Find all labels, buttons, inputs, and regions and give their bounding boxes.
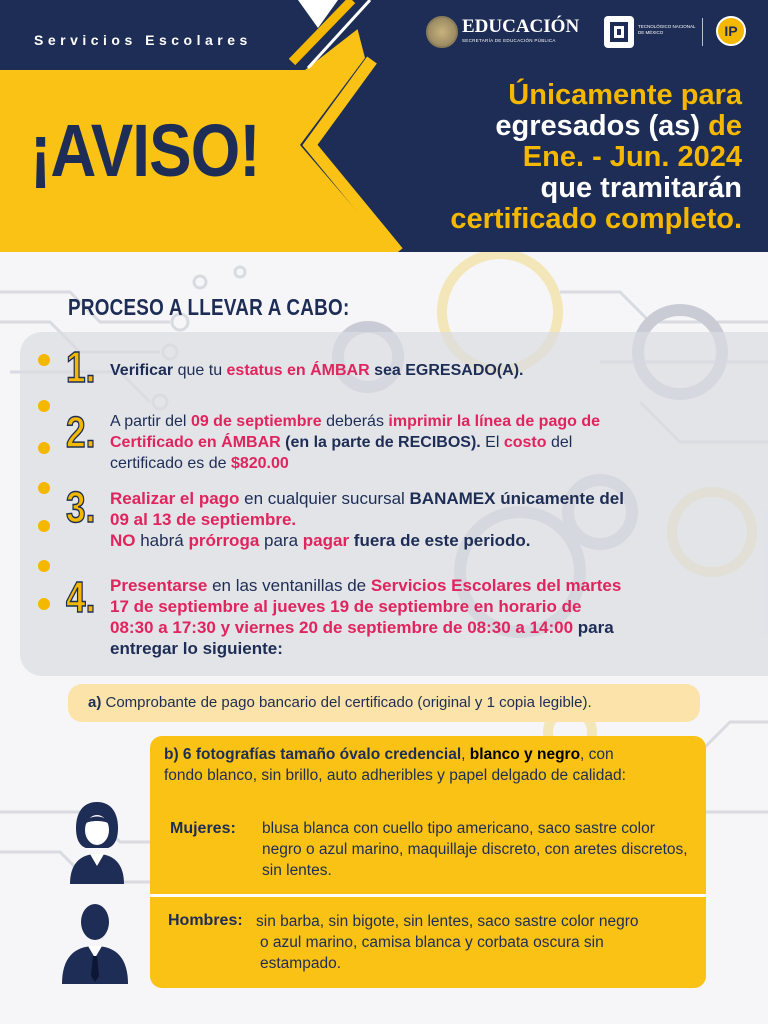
text-segment: imprimir la línea de pago de	[388, 413, 600, 430]
step-number: 1.	[66, 343, 96, 392]
bullet-dot	[38, 560, 50, 572]
text-segment: del	[546, 434, 573, 451]
men-description: sin barba, sin bigote, sin lentes, saco sastre color negro	[256, 913, 639, 930]
sep-logo-text: EDUCACIÓN	[462, 16, 580, 37]
text-segment: ,	[461, 746, 470, 763]
box-divider	[150, 894, 706, 897]
text-segment: egresados (as)	[495, 110, 709, 142]
text-line	[382, 142, 742, 173]
text-line	[382, 173, 742, 204]
text-line	[110, 530, 700, 551]
step-text	[110, 575, 700, 659]
process-title: PROCESO A LLEVAR A CABO:	[68, 294, 350, 320]
step-number: 3.	[66, 483, 96, 532]
text-segment: en las ventanillas de	[207, 576, 371, 595]
step-number: 4.	[66, 573, 96, 622]
text-segment: 09 de septiembre	[190, 413, 322, 430]
tecnm-logo-icon	[604, 16, 634, 48]
text-segment: (en la parte de RECIBOS).	[280, 434, 481, 451]
text-line	[110, 575, 700, 596]
headline	[382, 80, 742, 235]
logo-divider	[702, 18, 703, 46]
bullet-dot	[38, 520, 50, 532]
text-segment: Ene. - Jun. 2024	[522, 141, 742, 173]
men-description-continued: o azul marino, camisa blanca y corbata oscura sin estampado.	[260, 934, 604, 972]
text-segment: Presentarse	[110, 576, 208, 595]
step-number: 2.	[66, 408, 96, 457]
requirement-a-letter: a)	[88, 694, 102, 711]
text-segment: Verificar	[110, 362, 174, 379]
text-line	[110, 509, 700, 530]
text-segment: 08:30 a 17:30 y viernes 20 de septiembre de 08:30 a 14:00	[110, 618, 574, 637]
text-segment: de	[708, 110, 742, 142]
text-line	[382, 111, 742, 142]
text-segment: sea EGRESADO(A).	[369, 362, 524, 379]
text-segment: costo	[503, 434, 547, 451]
text-line	[382, 204, 742, 235]
text-segment: para	[259, 531, 303, 550]
requirement-a-text: Comprobante de pago bancario del certificado (original y 1 copia legible).	[101, 694, 592, 711]
step-text	[110, 411, 700, 474]
text-line	[110, 596, 700, 617]
woman-icon	[66, 800, 128, 884]
women-description: blusa blanca con cuello tipo americano, saco sastre color negro o azul marino, maquillaje discreto, con aretes discretos, sin lentes.	[262, 820, 688, 879]
text-line	[164, 744, 699, 765]
man-icon	[58, 898, 132, 984]
text-line	[110, 453, 700, 474]
bullet-dot	[38, 442, 50, 454]
text-line	[110, 411, 700, 432]
text-segment: El	[480, 434, 504, 451]
campus-logo-icon: IP	[716, 16, 746, 46]
text-segment: Únicamente para	[508, 79, 742, 111]
text-line	[110, 617, 700, 638]
text-segment: para	[573, 618, 614, 637]
text-segment: , con	[580, 746, 614, 763]
text-segment: 17 de septiembre al jueves 19 de septiembre en horario de	[110, 597, 582, 616]
text-line	[382, 80, 742, 111]
text-segment: BANAMEX únicamente del	[409, 489, 624, 508]
text-segment: fondo blanco, sin brillo, auto adheribles y papel delgado de calidad:	[164, 767, 626, 784]
text-segment: en cualquier sucursal	[239, 489, 410, 508]
text-segment: certificado es de	[110, 455, 231, 472]
text-segment: blanco y negro	[469, 746, 581, 763]
text-segment: estatus en ÁMBAR	[226, 362, 370, 379]
text-line	[110, 488, 700, 509]
women-label: Mujeres:	[170, 820, 236, 837]
office-name: Servicios Escolares	[34, 32, 252, 48]
text-segment: 09 al 13 de septiembre.	[110, 510, 297, 529]
bullet-dot	[38, 400, 50, 412]
text-segment: entregar lo siguiente:	[110, 639, 283, 658]
sep-seal-icon	[426, 16, 458, 48]
text-segment: Certificado en ÁMBAR	[110, 434, 281, 451]
requirement-a	[68, 684, 700, 722]
text-segment: certificado completo.	[450, 203, 742, 235]
requirement-b-box	[150, 736, 706, 988]
text-line	[110, 432, 700, 453]
text-segment: habrá	[135, 531, 189, 550]
aviso-title: ¡AVISO!	[30, 109, 260, 192]
text-segment: Servicios Escolares del martes	[370, 576, 622, 595]
text-segment: NO	[110, 531, 136, 550]
bullet-dot	[38, 354, 50, 366]
step-text	[110, 360, 700, 381]
text-segment: que tu	[173, 362, 227, 379]
logo-bar	[420, 14, 760, 50]
bullet-dot	[38, 482, 50, 494]
text-line	[110, 638, 700, 659]
text-segment: b) 6 fotografías tamaño óvalo credencial	[164, 746, 462, 763]
text-segment: fuera de este periodo.	[349, 531, 531, 550]
step-text	[110, 488, 700, 551]
text-segment: A partir del	[110, 413, 191, 430]
text-segment: deberás	[321, 413, 389, 430]
requirement-b-intro	[164, 744, 699, 786]
men-label: Hombres:	[168, 912, 243, 929]
sep-logo-subtitle: SECRETARÍA DE EDUCACIÓN PÚBLICA	[462, 38, 556, 43]
tecnm-logo-text: TECNOLÓGICO NACIONAL DE MÉXICO	[638, 24, 696, 35]
text-segment: que tramitarán	[540, 172, 742, 204]
text-segment: pagar	[302, 531, 350, 550]
text-segment: $820.00	[230, 455, 289, 472]
header-banner	[0, 0, 768, 252]
text-segment: prórroga	[188, 531, 260, 550]
bullet-dot	[38, 598, 50, 610]
text-line	[110, 360, 700, 381]
text-line	[164, 765, 699, 786]
text-segment: Realizar el pago	[110, 489, 240, 508]
